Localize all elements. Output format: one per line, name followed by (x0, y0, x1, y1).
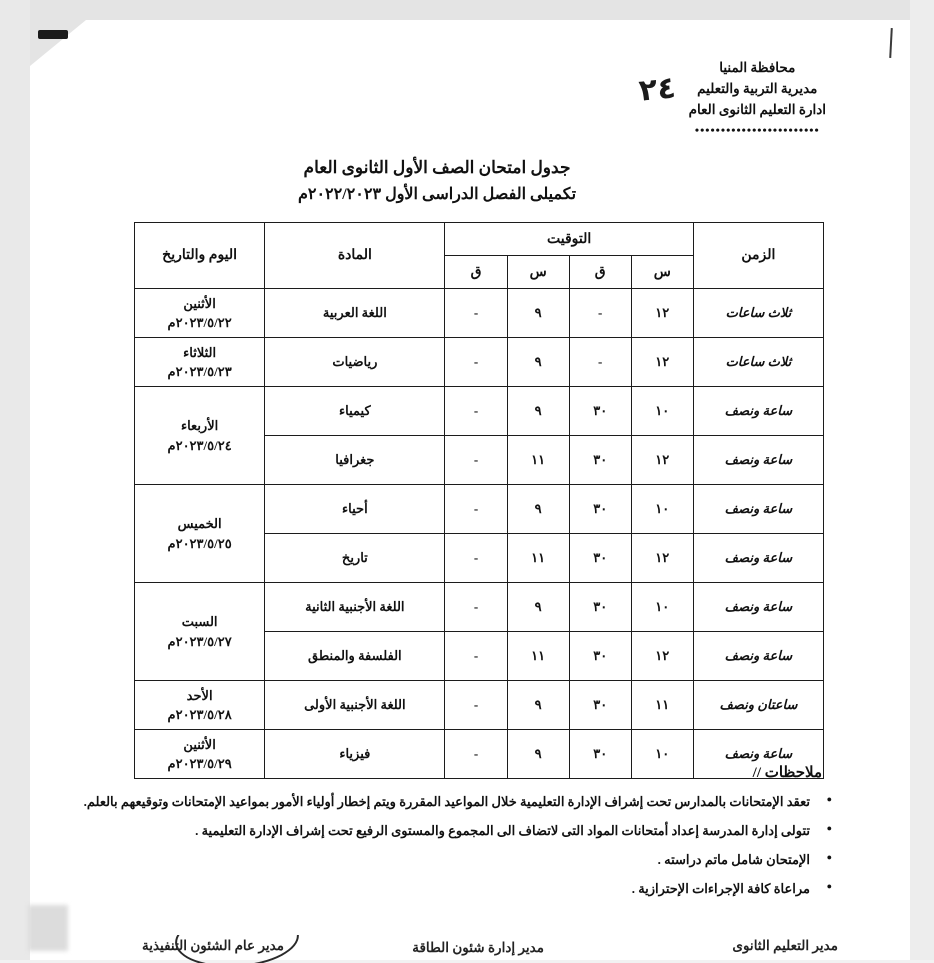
title-line-2: تكميلى الفصل الدراسى الأول ٢٠٢٢/٢٠٢٣م (297, 186, 577, 203)
notes-section (70, 792, 838, 909)
cell-day: السبت (181, 614, 218, 629)
note-item: ● تتولى إدارة المدرسة إعداد أمتحانات المواد التى لاتضاف الى المجموع والمستوى الرفيع تحت إشراف الإدارة التعليمية . (70, 821, 810, 841)
cell-subject: رياضيات (265, 338, 445, 387)
cell-duration: ساعتان ونصف (693, 681, 823, 730)
cell-day-date (135, 583, 265, 681)
cell-day: الأحد (186, 687, 213, 703)
table-header-row-1 (135, 223, 824, 256)
cell-subject: جغرافيا (265, 436, 445, 485)
cell-day-date (135, 387, 265, 485)
cell-end-hour: ١٠ (631, 583, 693, 632)
cell-duration: ساعة ونصف (693, 632, 823, 681)
cell-start-minute: - (445, 730, 507, 779)
cell-end-minute: ٣٠ (569, 632, 631, 681)
header-start-hour: س (507, 256, 569, 289)
cell-subject: اللغة الأجنبية الأولى (265, 681, 445, 730)
pen-mark (889, 28, 893, 58)
table-row (135, 583, 824, 632)
cell-start-hour: ٩ (507, 583, 569, 632)
cell-start-minute: - (445, 583, 507, 632)
cell-day: الأربعاء (180, 418, 219, 433)
signature-row (60, 935, 844, 963)
signature-executive-affairs: مدير عام الشئون التنفيذية (141, 938, 284, 953)
cell-date: ٢٠٢٣/٥/٢٩م (167, 756, 232, 771)
cell-start-minute: - (445, 534, 507, 583)
table-row (135, 485, 824, 534)
table-row (135, 338, 824, 387)
handwritten-number: ٢٤ (637, 70, 678, 109)
cell-end-minute: ٣٠ (569, 485, 631, 534)
table-row (135, 387, 824, 436)
note-item: ● الإمتحان شامل ماتم دراسته . (70, 850, 810, 870)
cell-end-minute: ٣٠ (569, 681, 631, 730)
cell-start-hour: ٩ (507, 485, 569, 534)
cell-end-hour: ١٠ (631, 387, 693, 436)
cell-subject: اللغة العربية (265, 289, 445, 338)
cell-date: ٢٠٢٣/٥/٢٥م (167, 535, 232, 551)
cell-start-minute: - (445, 632, 507, 681)
cell-day: الخميس (177, 516, 222, 531)
cell-end-minute: ٣٠ (569, 583, 631, 632)
cell-start-hour: ١١ (507, 436, 569, 485)
header-start-minute: ق (445, 256, 507, 289)
cell-day: الأثنين (183, 295, 216, 311)
cell-duration: ثلاث ساعات (693, 289, 823, 338)
header-end-minute: ق (569, 256, 631, 289)
cell-duration: ساعة ونصف (693, 485, 823, 534)
cell-end-minute: ٣٠ (569, 534, 631, 583)
note-item: ● مراعاة كافة الإجراءات الإحترازية . (70, 879, 810, 899)
cell-date: ٢٠٢٣/٥/٢٤م (167, 437, 232, 453)
signature-energy-affairs: مدير إدارة شئون الطاقة (412, 940, 544, 955)
page-title (0, 158, 934, 204)
cell-day-date (135, 681, 265, 730)
cell-date: ٢٠٢٣/٥/٢٣م (167, 364, 232, 379)
cell-date: ٢٠٢٣/٥/٢٧م (167, 633, 232, 649)
cell-subject: اللغة الأجنبية الثانية (265, 583, 445, 632)
table-row (135, 730, 824, 779)
cell-subject: الفلسفة والمنطق (265, 632, 445, 681)
cell-end-minute: ٣٠ (569, 387, 631, 436)
table-head (135, 223, 824, 289)
table-row (135, 681, 824, 730)
cell-end-hour: ١١ (631, 681, 693, 730)
cell-end-hour: ١٠ (631, 730, 693, 779)
page-background-right (910, 0, 934, 960)
cell-end-minute: ٣٠ (569, 436, 631, 485)
cell-end-hour: ١٢ (631, 632, 693, 681)
cell-date: ٢٠٢٣/٥/٢٢م (167, 315, 232, 330)
letterhead-governorate: محافظة المنيا (719, 60, 796, 75)
cell-end-minute: ٣٠ (569, 730, 631, 779)
letterhead (689, 58, 826, 139)
table-row (135, 289, 824, 338)
cell-start-hour: ١١ (507, 534, 569, 583)
cell-start-minute: - (445, 387, 507, 436)
cell-end-hour: ١٢ (631, 289, 693, 338)
cell-duration: ثلاث ساعات (693, 338, 823, 387)
letterhead-dots: •••••••••••••••••••••••• (694, 122, 820, 137)
cell-start-hour: ٩ (507, 730, 569, 779)
cell-start-hour: ١١ (507, 632, 569, 681)
cell-end-minute: - (569, 338, 631, 387)
cell-end-minute: - (569, 289, 631, 338)
cell-day-date (135, 289, 265, 338)
cell-duration: ساعة ونصف (693, 387, 823, 436)
cell-end-hour: ١٠ (631, 485, 693, 534)
cell-day: الثلاثاء (183, 344, 217, 360)
title-line-1: جدول امتحان الصف الأول الثانوى العام (303, 158, 571, 177)
cell-start-hour: ٩ (507, 338, 569, 387)
page-corner-fold (30, 20, 86, 66)
cell-duration: ساعة ونصف (693, 534, 823, 583)
cell-day-date (135, 730, 265, 779)
signature-secondary-education: مدير التعليم الثانوى (732, 938, 838, 953)
notes-title: ملاحظات // (752, 765, 822, 781)
header-day-date: اليوم والتاريخ (135, 223, 265, 289)
cell-duration: ساعة ونصف (693, 436, 823, 485)
page-background-top (0, 0, 934, 20)
cell-subject: كيمياء (265, 387, 445, 436)
cell-duration: ساعة ونصف (693, 583, 823, 632)
cell-duration: ساعة ونصف (693, 730, 823, 779)
cell-day-date (135, 338, 265, 387)
cell-end-hour: ١٢ (631, 338, 693, 387)
cell-start-minute: - (445, 436, 507, 485)
cell-day-date (135, 485, 265, 583)
cell-start-hour: ٩ (507, 681, 569, 730)
cell-day: الأثنين (183, 736, 216, 752)
header-zaman: الزمن (693, 223, 823, 289)
cell-start-minute: - (445, 681, 507, 730)
cell-subject: أحياء (265, 485, 445, 534)
letterhead-directorate: مديرية التربية والتعليم (697, 80, 818, 96)
header-subject: المادة (265, 223, 445, 289)
cell-end-hour: ١٢ (631, 534, 693, 583)
cell-subject: تاريخ (265, 534, 445, 583)
cell-end-hour: ١٢ (631, 436, 693, 485)
header-end-hour: س (631, 256, 693, 289)
signature-stamp-oval (173, 935, 301, 963)
cell-start-minute: - (445, 289, 507, 338)
letterhead-department: ادارة التعليم الثانوى العام (688, 101, 826, 117)
cell-start-minute: - (445, 485, 507, 534)
cell-date: ٢٠٢٣/٥/٢٨م (167, 707, 232, 722)
header-tawqeet: التوقيت (445, 223, 693, 256)
note-item: ● تعقد الإمتحانات بالمدارس تحت إشراف الإدارة التعليمية خلال المواعيد المقررة ويتم إخطار أولياء الأمور بمواعيد الإمتحانات وتوقيعهم بالعلم. (70, 792, 810, 812)
scan-marker (38, 30, 68, 39)
table-body (135, 289, 824, 779)
cell-start-hour: ٩ (507, 289, 569, 338)
cell-start-minute: - (445, 338, 507, 387)
exam-schedule-table (134, 222, 824, 779)
cell-start-hour: ٩ (507, 387, 569, 436)
page-background-left (0, 0, 30, 960)
cell-subject: فيزياء (265, 730, 445, 779)
